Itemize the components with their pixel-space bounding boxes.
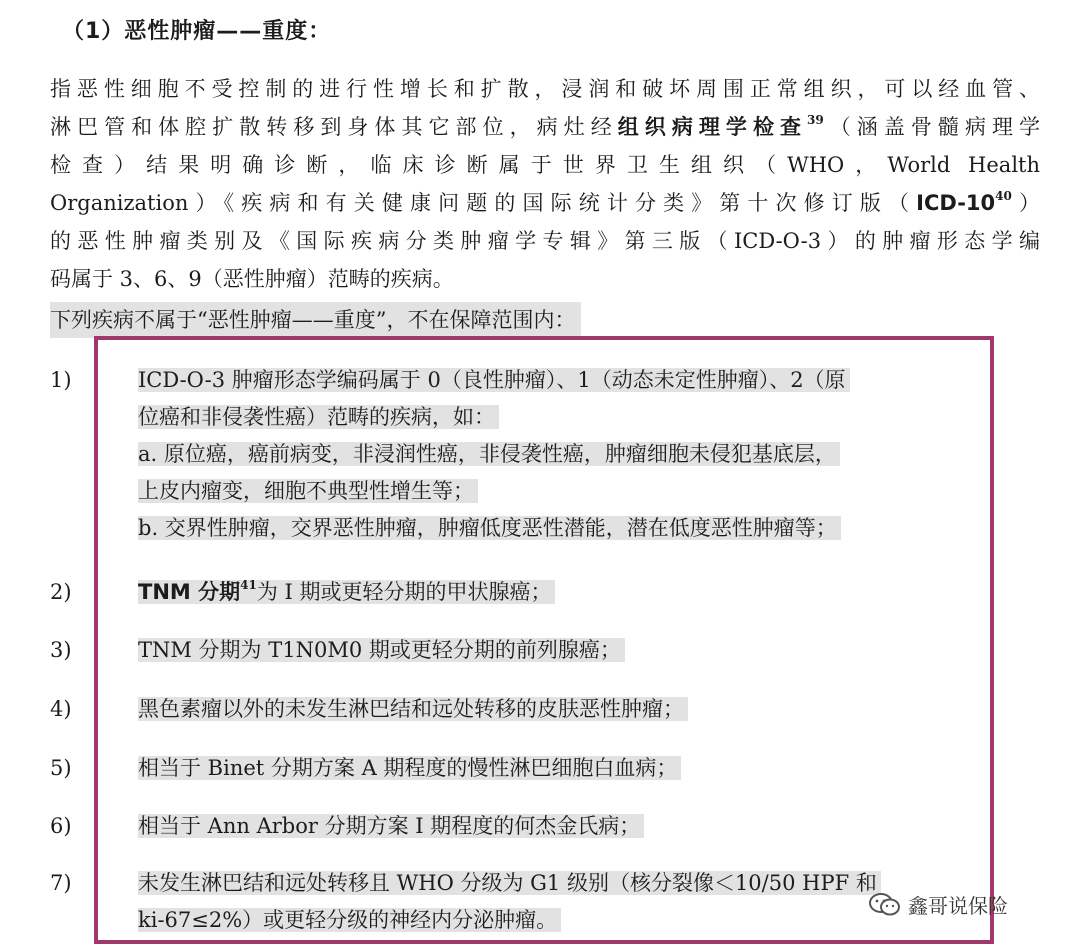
- list-item: 相当于 Ann Arbor 分期方案 I 期程度的何杰金氏病；: [138, 808, 988, 845]
- list-item: TNM 分期$^{41}$为 I 期或更轻分期的甲状腺癌；: [138, 574, 988, 611]
- list-number: 4): [50, 697, 72, 721]
- section-heading: （1）恶性肿瘤——重度：: [62, 19, 332, 44]
- footnote-ref: 39: [807, 113, 824, 127]
- list-item: 相当于 Binet 分期方案 A 期程度的慢性淋巴细胞白血病；: [138, 750, 988, 787]
- definition-line: 检查）结果明确诊断，临床诊断属于世界卫生组织（WHO，World Health: [50, 153, 1040, 177]
- list-item: 未发生淋巴结和远处转移且 WHO 分级为 G1 级别（核分裂像＜10/50 HPF 和 ki-67≤2%）或更轻分级的神经内分泌肿瘤。: [138, 865, 988, 939]
- list-number: 1): [50, 368, 72, 392]
- list-number: 2): [50, 580, 72, 604]
- definition-line: 的恶性肿瘤类别及《国际疾病分类肿瘤学专辑》第三版（ICD-O-3）的肿瘤形态学编: [50, 229, 1040, 253]
- list-number: 5): [50, 756, 72, 780]
- list-number: 3): [50, 638, 72, 662]
- list-item: 黑色素瘤以外的未发生淋巴结和远处转移的皮肤恶性肿瘤；: [138, 691, 988, 728]
- definition-line: 淋巴管和体腔扩散转移到身体其它部位，病灶经组织病理学检查$^{39}$（涵盖骨髓病理学: [50, 113, 1041, 139]
- list-item: TNM 分期为 T1N0M0 期或更轻分期的前列腺癌；: [138, 632, 988, 669]
- definition-line: 码属于 3、6、9（恶性肿瘤）范畴的疾病。: [50, 267, 454, 291]
- watermark-text: 鑫哥说保险: [908, 894, 1008, 918]
- exclusion-intro: 下列疾病不属于“恶性肿瘤——重度”，不在保障范围内：: [50, 302, 581, 338]
- icd10-term: ICD-10: [916, 191, 996, 215]
- watermark: [868, 890, 1008, 919]
- definition-line: Organization）《疾病和有关健康问题的国际统计分类》第十次修订版$(ICD-10^{40})$: [50, 189, 1040, 215]
- list-item: ICD-O-3 肿瘤形态学编码属于 0（良性肿瘤）、1（动态未定性肿瘤）、2（原 位癌和非侵袭性癌）范畴的疾病，如： a. 原位癌，癌前病变，非浸润性癌，非侵袭性癌，肿瘤细胞未侵犯基底层， 上皮内瘤变，细胞不典型性增生等； b. 交界性肿瘤，交界恶性肿瘤，肿瘤低度恶性潜能，潜在低度恶性肿瘤等；: [138, 362, 988, 547]
- list-number: 6): [50, 814, 72, 838]
- list-number: 7): [50, 871, 72, 895]
- footnote-ref: 41: [240, 578, 257, 592]
- definition-paragraph: [50, 70, 1040, 298]
- pathology-exam-term: 组织病理学检查: [617, 115, 808, 139]
- tnm-term: TNM 分期: [138, 580, 241, 604]
- definition-line: 指恶性细胞不受控制的进行性增长和扩散，浸润和破坏周围正常组织，可以经血管、: [50, 77, 1040, 101]
- wechat-icon: [868, 892, 902, 918]
- footnote-ref: 40: [995, 189, 1012, 203]
